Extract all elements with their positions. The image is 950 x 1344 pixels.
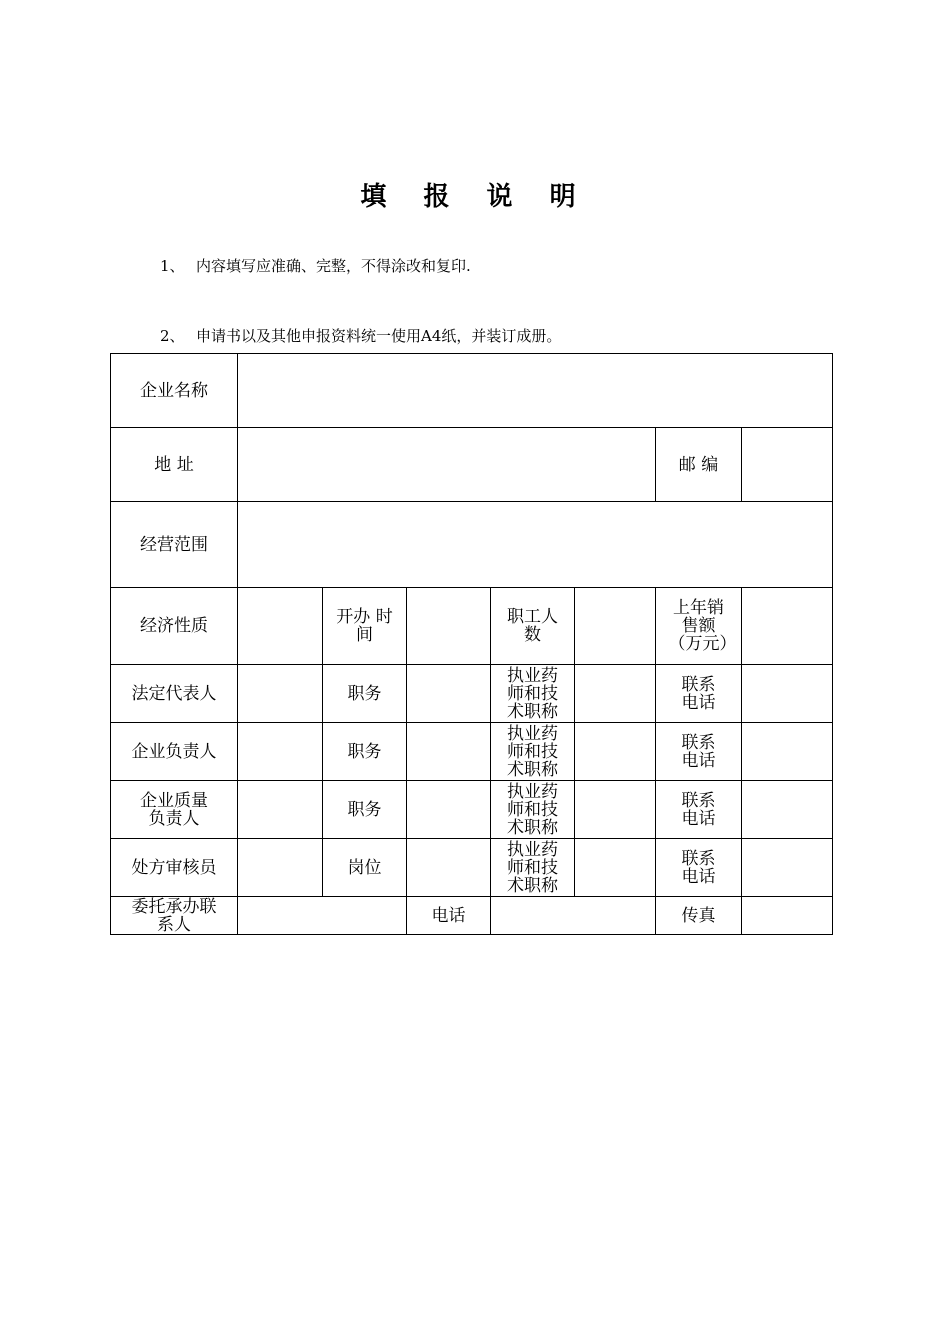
- input-staff-count[interactable]: [575, 588, 656, 665]
- label-position-3: 职务: [323, 781, 407, 839]
- input-pharmacist-title-3[interactable]: [575, 781, 656, 839]
- row-company-name: [111, 354, 833, 428]
- label-start-time-cell: [323, 588, 407, 665]
- instruction-1-number: 1、: [160, 257, 185, 275]
- label-contact-phone-4: 联系电话: [681, 848, 716, 887]
- instruction-2-number: 2、: [160, 327, 185, 345]
- instruction-2-text: 申请书以及其他申报资料统一使用A4纸，并装订成册。: [196, 327, 562, 345]
- instruction-1-text: 内容填写应准确、完整，不得涂改和复印.: [196, 257, 471, 275]
- label-contact-phone-2: 联系电话: [681, 732, 716, 771]
- input-last-year-sales[interactable]: [742, 588, 833, 665]
- label-pharmacist-title-2-cell: [491, 723, 575, 781]
- input-pharmacist-title-1[interactable]: [575, 665, 656, 723]
- row-prescription-reviewer: [111, 839, 833, 897]
- row-quality-head: [111, 781, 833, 839]
- label-pharmacist-title-1-cell: [491, 665, 575, 723]
- label-contact-phone-3-cell: [656, 781, 742, 839]
- label-business-scope: 经营范围: [111, 502, 238, 588]
- label-phone: 电话: [407, 897, 491, 935]
- input-fax[interactable]: [742, 897, 833, 935]
- label-quality-head-cell: [111, 781, 238, 839]
- row-address: [111, 428, 833, 502]
- label-staff-count-cell: [491, 588, 575, 665]
- label-pharmacist-title-3: 执业药师和技术职称: [507, 781, 558, 838]
- input-phone[interactable]: [491, 897, 656, 935]
- input-business-scope[interactable]: [238, 502, 833, 588]
- input-post[interactable]: [407, 839, 491, 897]
- input-postcode[interactable]: [742, 428, 833, 502]
- label-address: 地 址: [111, 428, 238, 502]
- row-entrusted-contact: [111, 897, 833, 935]
- label-start-time: 开办 时间: [336, 607, 393, 645]
- label-contact-phone-4-cell: [656, 839, 742, 897]
- input-address[interactable]: [238, 428, 656, 502]
- input-contact-phone-4[interactable]: [742, 839, 833, 897]
- input-pharmacist-title-4[interactable]: [575, 839, 656, 897]
- label-pharmacist-title-4-cell: [491, 839, 575, 897]
- label-post: 岗位: [323, 839, 407, 897]
- label-last-year-sales-cell: [656, 588, 742, 665]
- input-start-time[interactable]: [407, 588, 491, 665]
- input-entrusted-contact[interactable]: [238, 897, 407, 935]
- label-company-head: 企业负责人: [111, 723, 238, 781]
- input-contact-phone-3[interactable]: [742, 781, 833, 839]
- label-company-name: 企业名称: [111, 354, 238, 428]
- instruction-2: [160, 325, 561, 346]
- page-title: 填 报 说 明: [360, 182, 590, 212]
- label-legal-representative: 法定代表人: [111, 665, 238, 723]
- label-fax: 传真: [656, 897, 742, 935]
- label-economic-nature: 经济性质: [111, 588, 238, 665]
- input-pharmacist-title-2[interactable]: [575, 723, 656, 781]
- input-legal-representative[interactable]: [238, 665, 323, 723]
- label-staff-count: 职工人数: [507, 607, 558, 645]
- instruction-1: [160, 255, 471, 276]
- label-last-year-sales: 上年销售额（万元）: [668, 598, 737, 654]
- input-company-name[interactable]: [238, 354, 833, 428]
- label-position-1: 职务: [323, 665, 407, 723]
- input-quality-head[interactable]: [238, 781, 323, 839]
- label-entrusted-contact: 委托承办联系人: [131, 896, 217, 935]
- label-pharmacist-title-2: 执业药师和技术职称: [507, 723, 558, 780]
- label-position-2: 职务: [323, 723, 407, 781]
- label-entrusted-contact-cell: [111, 897, 238, 935]
- label-contact-phone-3: 联系电话: [681, 790, 716, 829]
- input-company-head[interactable]: [238, 723, 323, 781]
- input-position-3[interactable]: [407, 781, 491, 839]
- input-contact-phone-1[interactable]: [742, 665, 833, 723]
- label-postcode: 邮 编: [656, 428, 742, 502]
- row-company-head: [111, 723, 833, 781]
- input-position-2[interactable]: [407, 723, 491, 781]
- label-prescription-reviewer: 处方审核员: [111, 839, 238, 897]
- label-contact-phone-1-cell: [656, 665, 742, 723]
- label-pharmacist-title-1: 执业药师和技术职称: [507, 665, 558, 722]
- label-contact-phone-2-cell: [656, 723, 742, 781]
- label-contact-phone-1: 联系电话: [681, 674, 716, 713]
- application-form-table: [110, 353, 833, 935]
- label-pharmacist-title-3-cell: [491, 781, 575, 839]
- input-contact-phone-2[interactable]: [742, 723, 833, 781]
- input-prescription-reviewer[interactable]: [238, 839, 323, 897]
- label-quality-head: 企业质量负责人: [140, 790, 208, 829]
- input-economic-nature[interactable]: [238, 588, 323, 665]
- row-business-scope: [111, 502, 833, 588]
- label-pharmacist-title-4: 执业药师和技术职称: [507, 839, 558, 896]
- row-legal-representative: [111, 665, 833, 723]
- input-position-1[interactable]: [407, 665, 491, 723]
- row-economic-nature: [111, 588, 833, 665]
